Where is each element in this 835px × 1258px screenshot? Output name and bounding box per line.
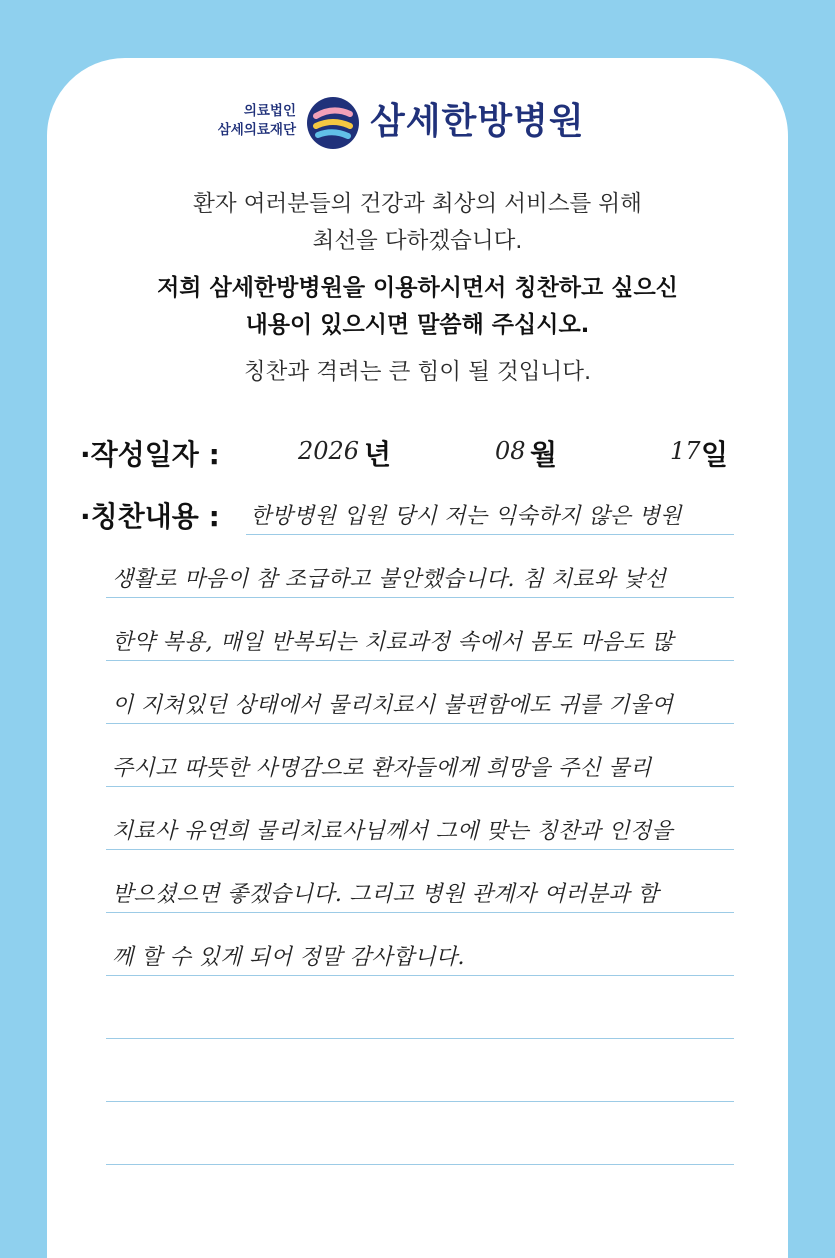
date-year-value: 2026: [298, 437, 360, 465]
logo-subtitle: [196, 102, 296, 140]
praise-line-6: 치료사 유연희 물리치료사님께서 그에 맞는 칭찬과 인정을: [112, 819, 674, 844]
month-unit: 월: [530, 438, 558, 471]
praise-line-3: 한약 복용, 매일 반복되는 치료과정 속에서 몸도 마음도 많: [112, 630, 674, 655]
rule-line: [106, 1164, 734, 1165]
intro-line-3: 칭찬과 격려는 큰 힘이 될 것입니다.: [243, 359, 592, 385]
rule-line: [106, 975, 734, 976]
hospital-name: 삼세한방병원: [370, 101, 585, 142]
praise-line-1: 한방병원 입원 당시 저는 익숙하지 않은 병원: [250, 504, 682, 529]
hospital-logo-icon: [306, 96, 360, 150]
intro-line-2: 최선을 다하겠습니다.: [312, 228, 523, 254]
rule-line: [106, 849, 734, 850]
intro-bold-line-2: 내용이 있으시면 말씀해 주십시오.: [245, 312, 590, 338]
intro-bold-line-1: 저희 삼세한방병원을 이용하시면서 칭찬하고 싶으신: [157, 275, 678, 301]
year-unit: 년: [364, 438, 392, 471]
rule-line: [106, 723, 734, 724]
date-day-value: 17: [670, 437, 701, 465]
praise-line-2: 생활로 마음이 참 조급하고 불안했습니다. 침 치료와 낯선: [112, 567, 667, 592]
rule-line: [106, 1038, 734, 1039]
praise-label: ·칭찬내용 :: [80, 500, 220, 533]
rule-line: [106, 597, 734, 598]
praise-line-8: 께 할 수 있게 되어 정말 감사합니다.: [112, 945, 465, 970]
rule-line: [246, 534, 734, 535]
praise-line-7: 받으셨으면 좋겠습니다. 그리고 병원 관계자 여러분과 함: [112, 882, 659, 907]
rule-line: [106, 660, 734, 661]
day-unit: 일: [701, 438, 729, 471]
praise-line-4: 이 지쳐있던 상태에서 물리치료시 불편함에도 귀를 기울여: [112, 693, 674, 718]
hospital-logo: [0, 96, 835, 156]
intro-line-1: 환자 여러분들의 건강과 최상의 서비스를 위해: [193, 191, 642, 217]
logo-sub-line1: 의료법인: [243, 103, 296, 119]
date-month-value: 08: [495, 437, 526, 465]
praise-line-5: 주시고 따뜻한 사명감으로 환자들에게 희망을 주신 물리: [112, 756, 652, 781]
rule-line: [106, 912, 734, 913]
rule-line: [106, 1101, 734, 1102]
logo-sub-line2: 삼세의료재단: [217, 122, 296, 138]
date-label: ·작성일자 :: [80, 438, 220, 471]
rule-line: [106, 786, 734, 787]
